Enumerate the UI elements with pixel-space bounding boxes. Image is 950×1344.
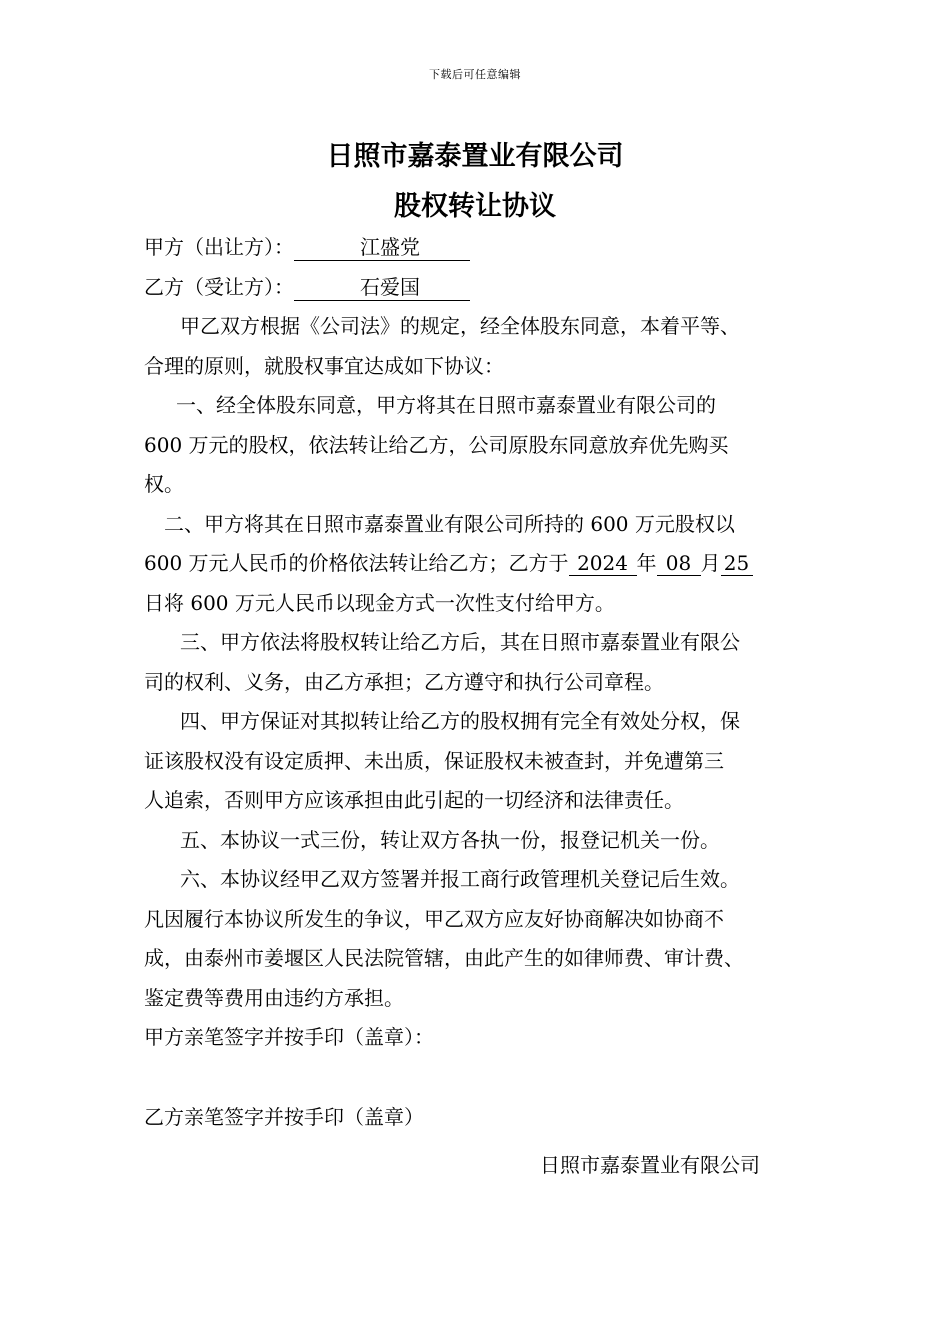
clause-1-line-3: 权。 (144, 472, 184, 496)
clause-3-line-2: 司的权利、义务，由乙方承担；乙方遵守和执行公司章程。 (144, 669, 664, 694)
party-b-label: 乙方（受让方）： (144, 274, 294, 299)
clause-1-line-1: 一、经全体股东同意，甲方将其在日照市嘉泰置业有限公司的 (176, 393, 716, 417)
clause-2-line-2 (144, 544, 812, 584)
clause-2-line-2-text: 600 万元人民币的价格依法转让给乙方；乙方于 (144, 551, 569, 575)
clause-6-line-4: 鉴定费等费用由违约方承担。 (144, 985, 404, 1010)
clause-4-line-3: 人追索，否则甲方应该承担由此引起的一切经济和法律责任。 (144, 788, 684, 812)
clause-1-line-2: 600 万元的股权，依法转让给乙方，公司原股东同意放弃优先购买 (144, 432, 729, 457)
party-b-row (144, 268, 812, 308)
document-title-agreement: 股权转让协议 (394, 191, 556, 222)
clause-2-line-1: 二、甲方将其在日照市嘉泰置业有限公司所持的 600 万元股权以 (164, 511, 735, 536)
clause-2-line-3: 日将 600 万元人民币以现金方式一次性支付给甲方。 (144, 590, 615, 615)
clause-6-line-3: 成，由泰州市姜堰区人民法院管辖，由此产生的如律师费、审计费、 (144, 946, 744, 970)
payment-day: 25 (721, 550, 753, 576)
clause-4-line-2: 证该股权没有设定质押、未出质，保证股权未被查封，并免遭第三 (144, 748, 724, 773)
clause-6-line-2: 凡因履行本协议所发生的争议，甲乙双方应友好协商解决如协商不 (144, 906, 724, 931)
payment-year: 2024 (569, 550, 637, 576)
clause-5-line-1: 五、本协议一式三份，转让双方各执一份，报登记机关一份。 (180, 827, 720, 852)
party-a-signature-label: 甲方亲笔签字并按手印（盖章）： (144, 1025, 434, 1049)
company-signature: 日照市嘉泰置业有限公司 (540, 1153, 760, 1177)
party-a-signature-space (144, 1058, 812, 1098)
intro-line-2: 合理的原则，就股权事宜达成如下协议： (144, 353, 504, 378)
clause-4-line-1: 四、甲方保证对其拟转让给乙方的股权拥有完全有效处分权，保 (180, 709, 740, 733)
party-b-signature-label: 乙方亲笔签字并按手印（盖章） (144, 1104, 424, 1129)
document-title-company: 日照市嘉泰置业有限公司 (326, 141, 624, 172)
clause-3-line-1: 三、甲方依法将股权转让给乙方后，其在日照市嘉泰置业有限公 (180, 630, 740, 654)
intro-line-1: 甲乙双方根据《公司法》的规定，经全体股东同意，本着平等、 (180, 314, 740, 338)
party-b-name: 石爱国 (294, 273, 470, 301)
party-a-name: 江盛党 (294, 233, 470, 261)
month-unit: 月 (700, 551, 721, 575)
header-note: 下载后可任意编辑 (429, 68, 521, 81)
party-a-row (144, 228, 812, 268)
payment-month: 08 (657, 550, 701, 576)
agreement-body (144, 228, 812, 1137)
clause-6-line-1: 六、本协议经甲乙双方签署并报工商行政管理机关登记后生效。 (180, 867, 740, 891)
year-unit: 年 (636, 551, 657, 575)
party-a-label: 甲方（出让方）： (144, 235, 294, 259)
